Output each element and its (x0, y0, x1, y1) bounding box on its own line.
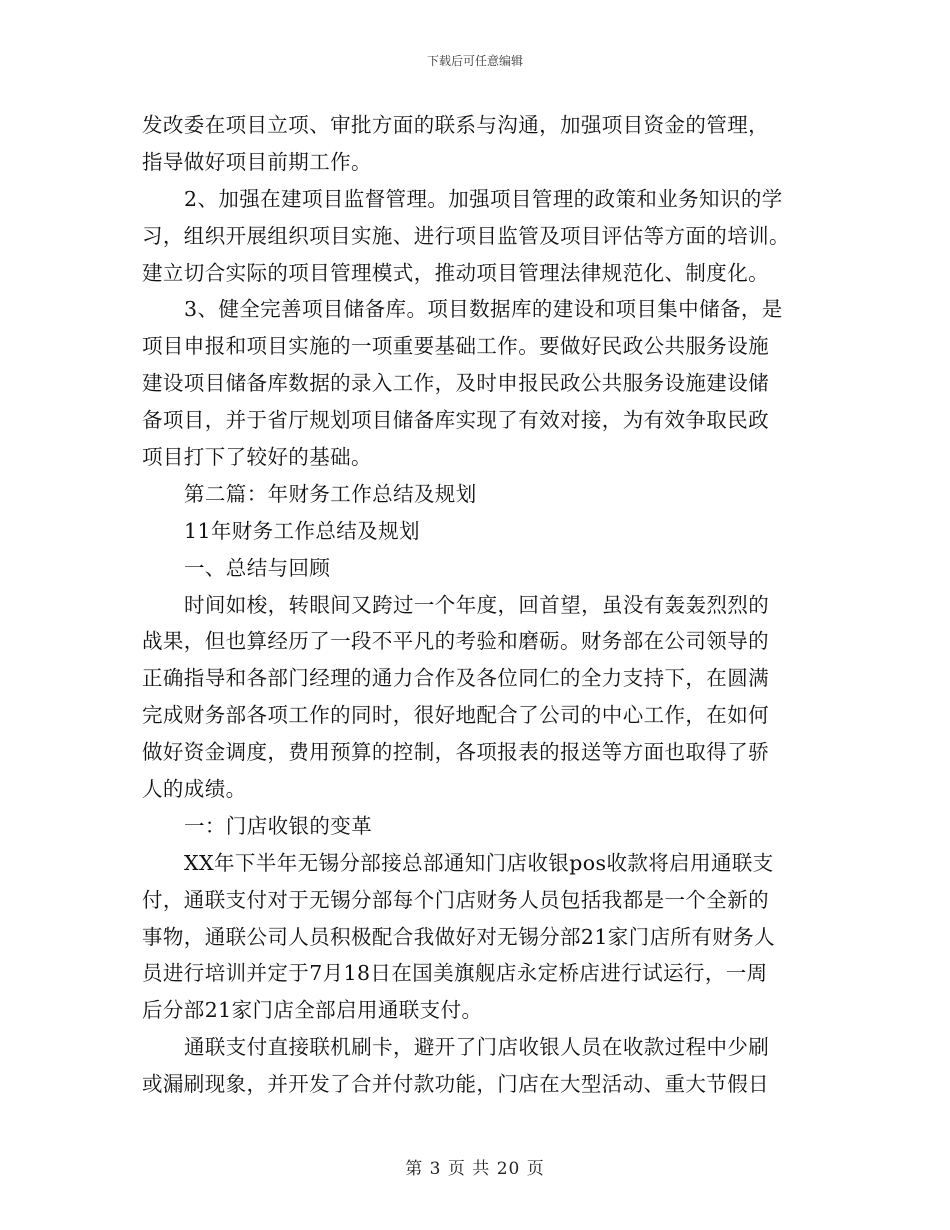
text-line: 人的成绩。 (142, 777, 247, 802)
text-line: 建设项目储备库数据的录入工作，及时申报民政公共服务设施建设储 (142, 371, 769, 396)
document-body (142, 107, 810, 1103)
text-line: 发改委在项目立项、审批方面的联系与沟通，加强项目资金的管理， (142, 113, 769, 137)
text-line: 备项目，并于省厅规划项目储备库实现了有效对接，为有效争取民政 (142, 408, 769, 433)
text-line: 员进行培训并定于7月18日在国美旗舰店永定桥店进行试运行，一周 (142, 961, 768, 986)
text-line: 后分部21家门店全部启用通联支付。 (142, 998, 483, 1023)
text-line: 指导做好项目前期工作。 (142, 149, 372, 174)
page-header: 下载后可任意编辑 (426, 54, 523, 68)
text-line: 一、总结与回顾 (184, 555, 331, 580)
text-line: 习，组织开展组织项目实施、进行项目监管及项目评估等方面的培训。 (142, 223, 790, 248)
text-line: 一：门店收银的变革 (184, 813, 373, 838)
text-line: 3、健全完善项目储备库。项目数据库的建设和项目集中储备，是 (184, 297, 783, 322)
text-line: 时间如梭，转眼间又跨过一个年度，回首望，虽没有轰轰烈烈的 (184, 592, 770, 617)
text-line: 做好资金调度，费用预算的控制，各项报表的报送等方面也取得了骄 (142, 740, 769, 765)
text-line: 项目申报和项目实施的一项重要基础工作。要做好民政公共服务设施 (142, 334, 769, 359)
text-line: 第二篇：年财务工作总结及规划 (184, 481, 477, 506)
text-line: 战果，但也算经历了一段不平凡的考验和磨砺。财务部在公司领导的 (142, 629, 769, 654)
text-line: 项目打下了较好的基础。 (142, 445, 372, 470)
text-line: XX年下半年无锡分部接总部通知门店收银pos收款将启用通联支 (184, 850, 774, 875)
text-line: 完成财务部各项工作的同时，很好地配合了公司的中心工作，在如何 (142, 703, 769, 728)
text-line: 或漏刷现象，并开发了合并付款功能，门店在大型活动、重大节假日 (142, 1072, 769, 1097)
text-line: 付，通联支付对于无锡分部每个门店财务人员包括我都是一个全新的 (142, 887, 769, 912)
text-line: 2、加强在建项目监督管理。加强项目管理的政策和业务知识的学 (184, 186, 783, 211)
text-line: 通联支付直接联机刷卡，避开了门店收银人员在收款过程中少刷 (184, 1035, 770, 1060)
text-line: 建立切合实际的项目管理模式，推动项目管理法律规范化、制度化。 (142, 260, 769, 285)
text-line: 事物，通联公司人员积极配合我做好对无锡分部21家门店所有财务人 (142, 924, 775, 949)
text-line: 11年财务工作总结及规划 (184, 518, 420, 543)
text-line: 正确指导和各部门经理的通力合作及各位同仁的全力支持下，在圆满 (142, 666, 769, 691)
page-footer: 第 3 页 共 20 页 (405, 1159, 545, 1179)
